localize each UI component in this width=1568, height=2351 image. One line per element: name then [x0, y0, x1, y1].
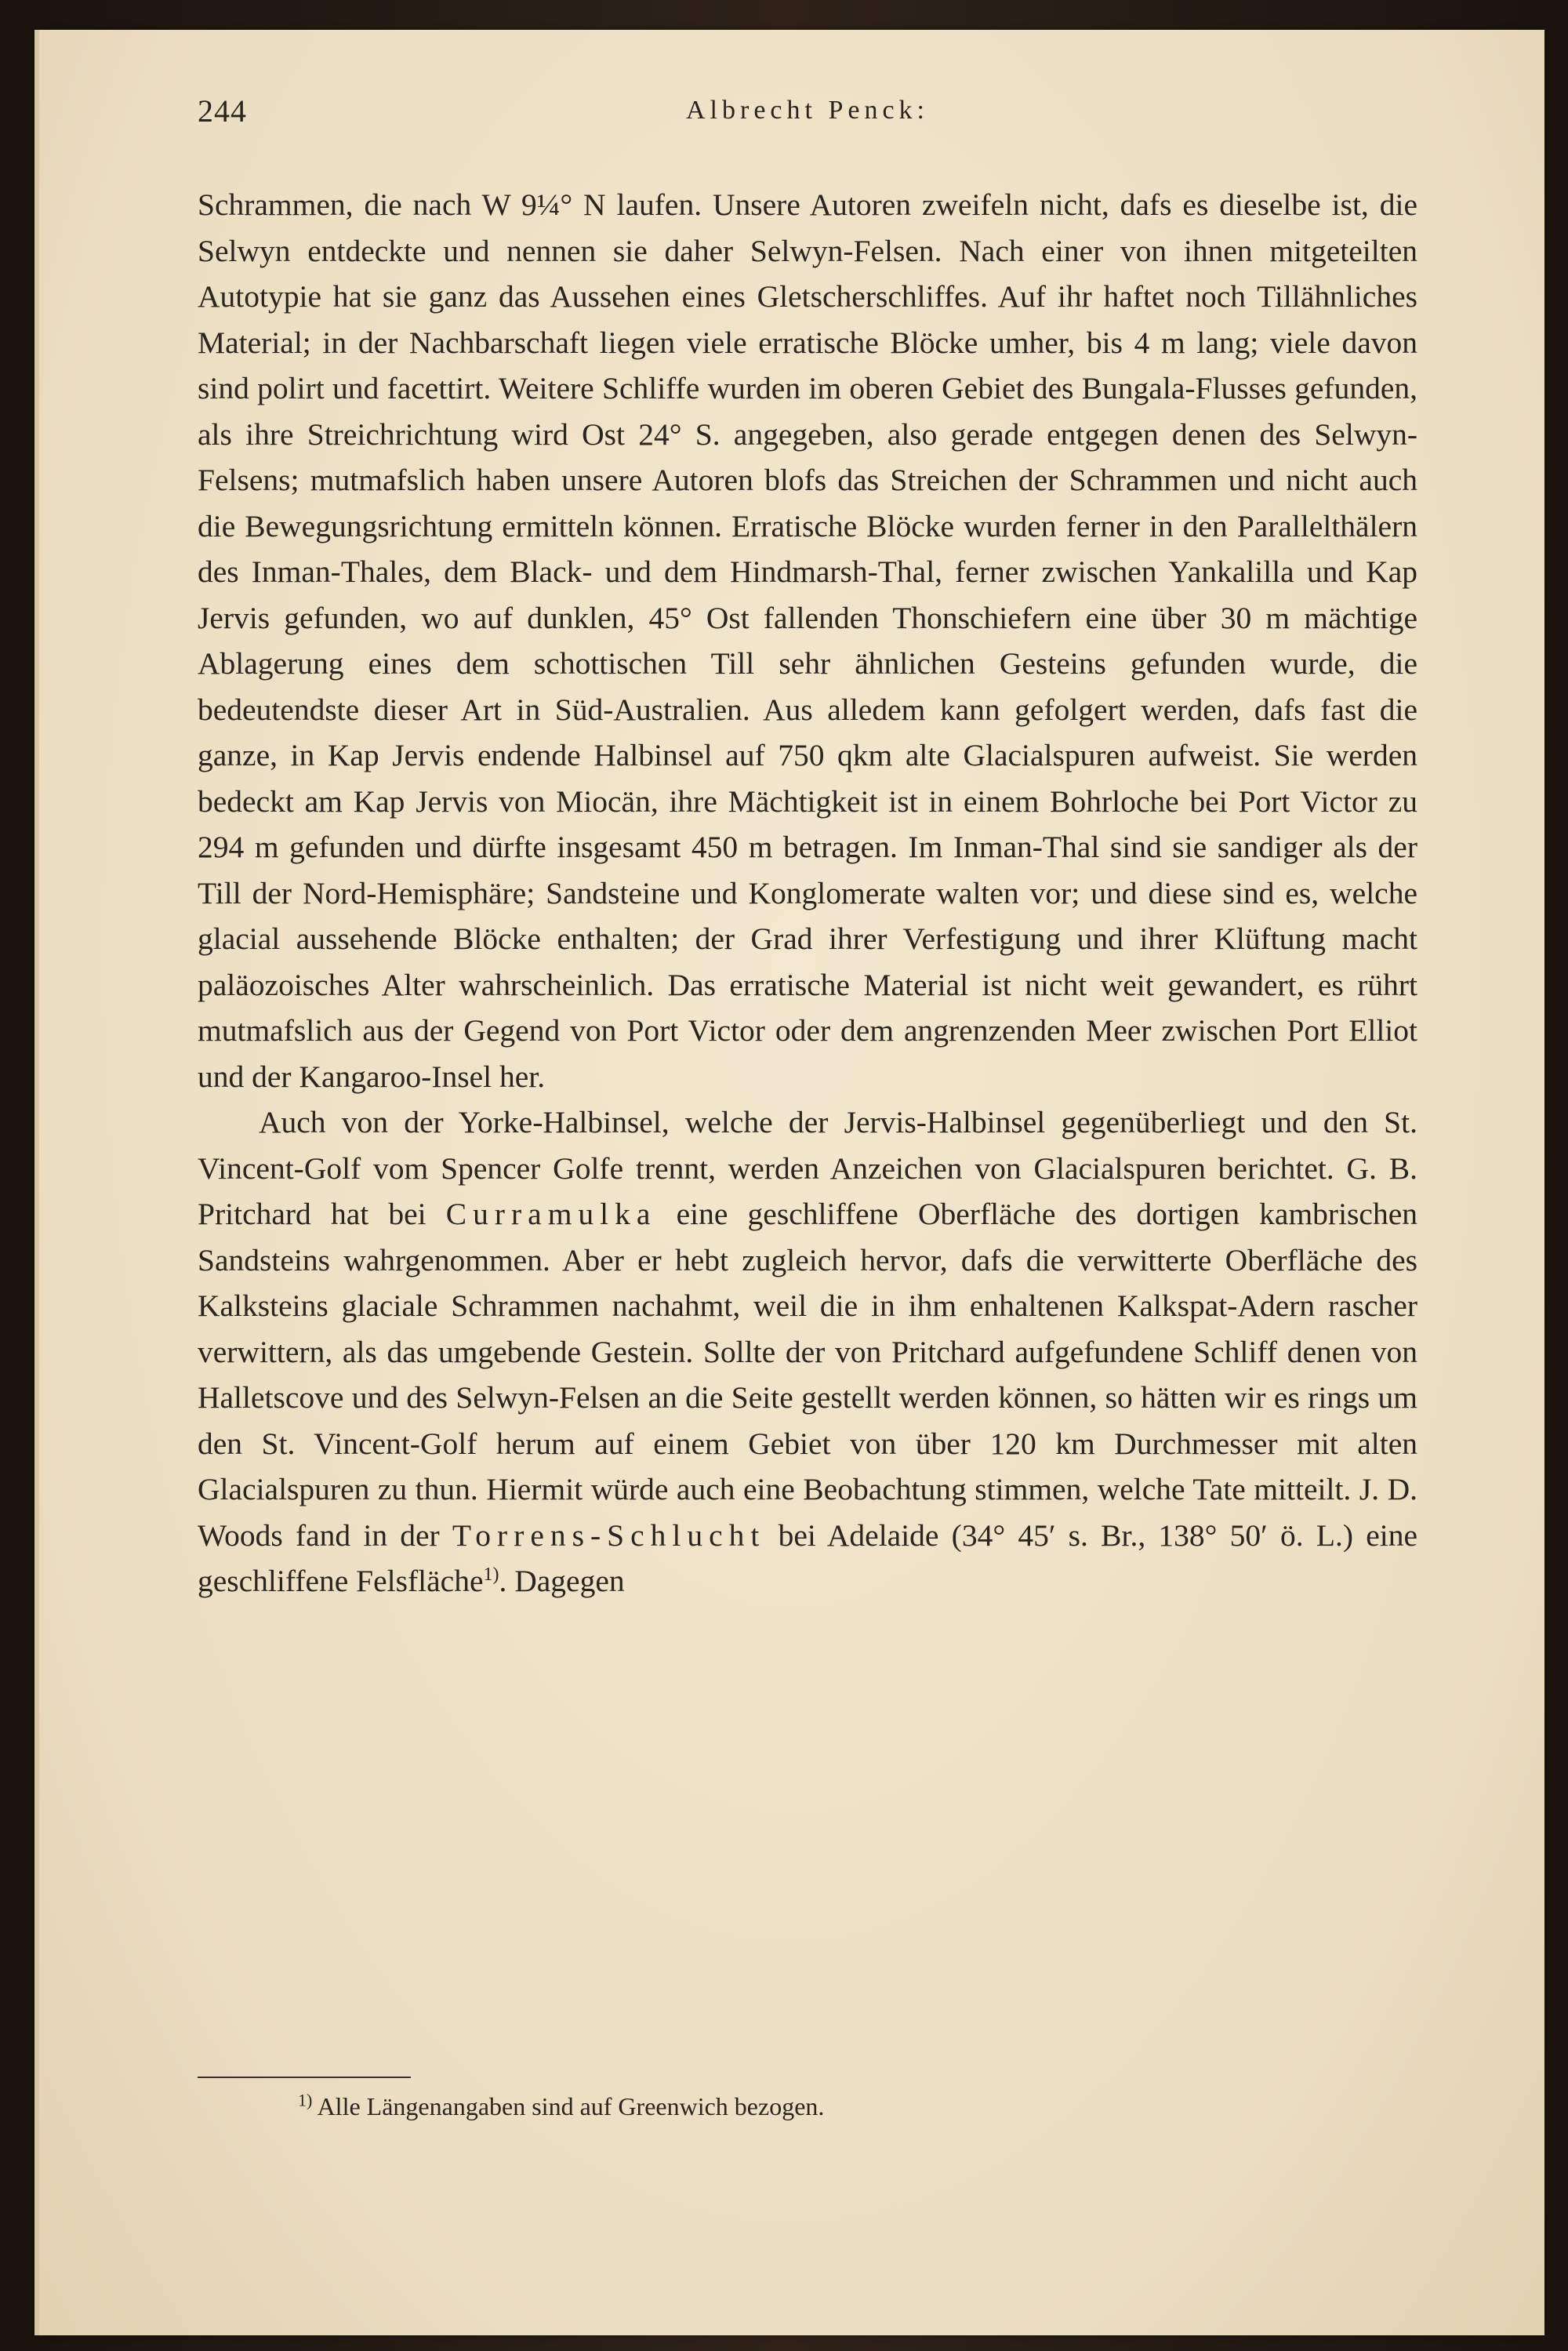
body-text [198, 182, 1417, 1604]
paragraph-1 [198, 182, 1417, 1099]
footnote-text: Alle Längenangaben sind auf Greenwich bezogen. [312, 2092, 825, 2120]
paragraph-1-text: Schrammen, die nach W 9¼° N laufen. Unsere Autoren zweifeln nicht, dafs es dieselbe ist, die Selwyn entdeckte und nennen sie daher Selwyn-Felsen. Nach einer von ihnen mitgeteilten Autotypie hat sie ganz das Aussehen eines Gletscherschliffes. Auf ihr haftet noch Tillähnliches Material; in der Nachbarschaft liegen viele erratische Blöcke umher, bis 4 m lang; viele davon sind polirt und facettirt. Weitere Schliffe wurden im oberen Gebiet des Bungala-Flusses gefunden, als ihre Streichrichtung wird Ost 24° S. angegeben, also gerade entgegen denen des Selwyn-Felsens; mutmafslich haben unsere Autoren blofs das Streichen der Schrammen und nicht auch die Bewegungsrichtung ermitteln können. Erratische Blöcke wurden ferner in den Parallelthälern des Inman-Thales, dem Black- und dem Hindmarsh-Thal, ferner zwischen Yankalilla und Kap Jervis gefunden, wo auf dunklen, 45° Ost fallenden Thonschiefern eine über 30 m mächtige Ablagerung eines dem schottischen Till sehr ähnlichen Gesteins gefunden wurde, die bedeutendste dieser Art in Süd-Australien. Aus alledem kann gefolgert werden, dafs fast die ganze, in Kap Jervis endende Halbinsel auf 750 qkm alte Glacialspuren aufweist. Sie werden bedeckt am Kap Jervis von Miocän, ihre Mächtigkeit ist in einem Bohrloche bei Port Victor zu 294 m gefunden und dürfte insgesamt 450 m betragen. Im Inman-Thal sind sie sandiger als der Till der Nord-Hemisphäre; Sandsteine und Konglomerate walten vor; und diese sind es, welche glacial aussehende Blöcke enthalten; der Grad ihrer Verfestigung und ihrer Klüftung macht paläozoisches Alter wahrscheinlich. Das erratische Material ist nicht weit gewandert, es rührt mutmafslich aus der Gegend von Port Victor oder dem angrenzenden Meer zwischen Port Elliot und der Kangaroo-Insel her. [198, 187, 1417, 1094]
paragraph-2 [198, 1099, 1417, 1604]
paragraph-2-text-c: bei Adelaide (34° 45′ s. Br., 138° 50′ ö. L.) eine geschliffene Felsfläche [198, 1517, 1417, 1598]
footnote-mark: 1) [298, 2090, 313, 2110]
paragraph-2-text-b: eine geschliffene Oberfläche des dortigen kambrischen Sandsteins wahrgenommen. Aber er hebt zugleich hervor, dafs die verwitterte Oberfläche des Kalksteins glaciale Schrammen nachahmt, weil die in ihm enhaltenen Kalkspat-Adern rascher verwittern, als das umgebende Gestein. Sollte der von Pritchard aufgefundene Schliff denen von Halletscove und des Selwyn-Felsen an die Seite gestellt werden können, so hätten wir es rings um den St. Vincent-Golf herum auf einem Gebiet von über 120 km Durchmesser mit alten Glacialspuren zu thun. Hiermit würde auch eine Beobachtung stimmen, welche Tate mitteilt. J. D. Woods fand in der [198, 1197, 1417, 1553]
footnote-divider [198, 2077, 411, 2078]
paragraph-2-text-a: Auch von der Yorke-Halbinsel, welche der Jervis-Halbinsel gegenüberliegt und den St. Vincent-Golf vom Spencer Golfe trennt, werden Anzeichen von Glacialspuren berichtet. G. B. Pritchard hat bei [198, 1105, 1417, 1231]
running-title: Albrecht Penck: [686, 96, 929, 125]
running-header [198, 93, 1417, 140]
footnote [298, 2091, 1396, 2122]
paragraph-2-text-d: . Dagegen [499, 1564, 625, 1598]
place-name-curramulka: Curramulka [445, 1197, 657, 1231]
place-name-torrens-schlucht: Torrens-Schlucht [452, 1517, 766, 1553]
footnote-reference: 1) [483, 1564, 499, 1585]
page-number: 244 [198, 93, 247, 129]
